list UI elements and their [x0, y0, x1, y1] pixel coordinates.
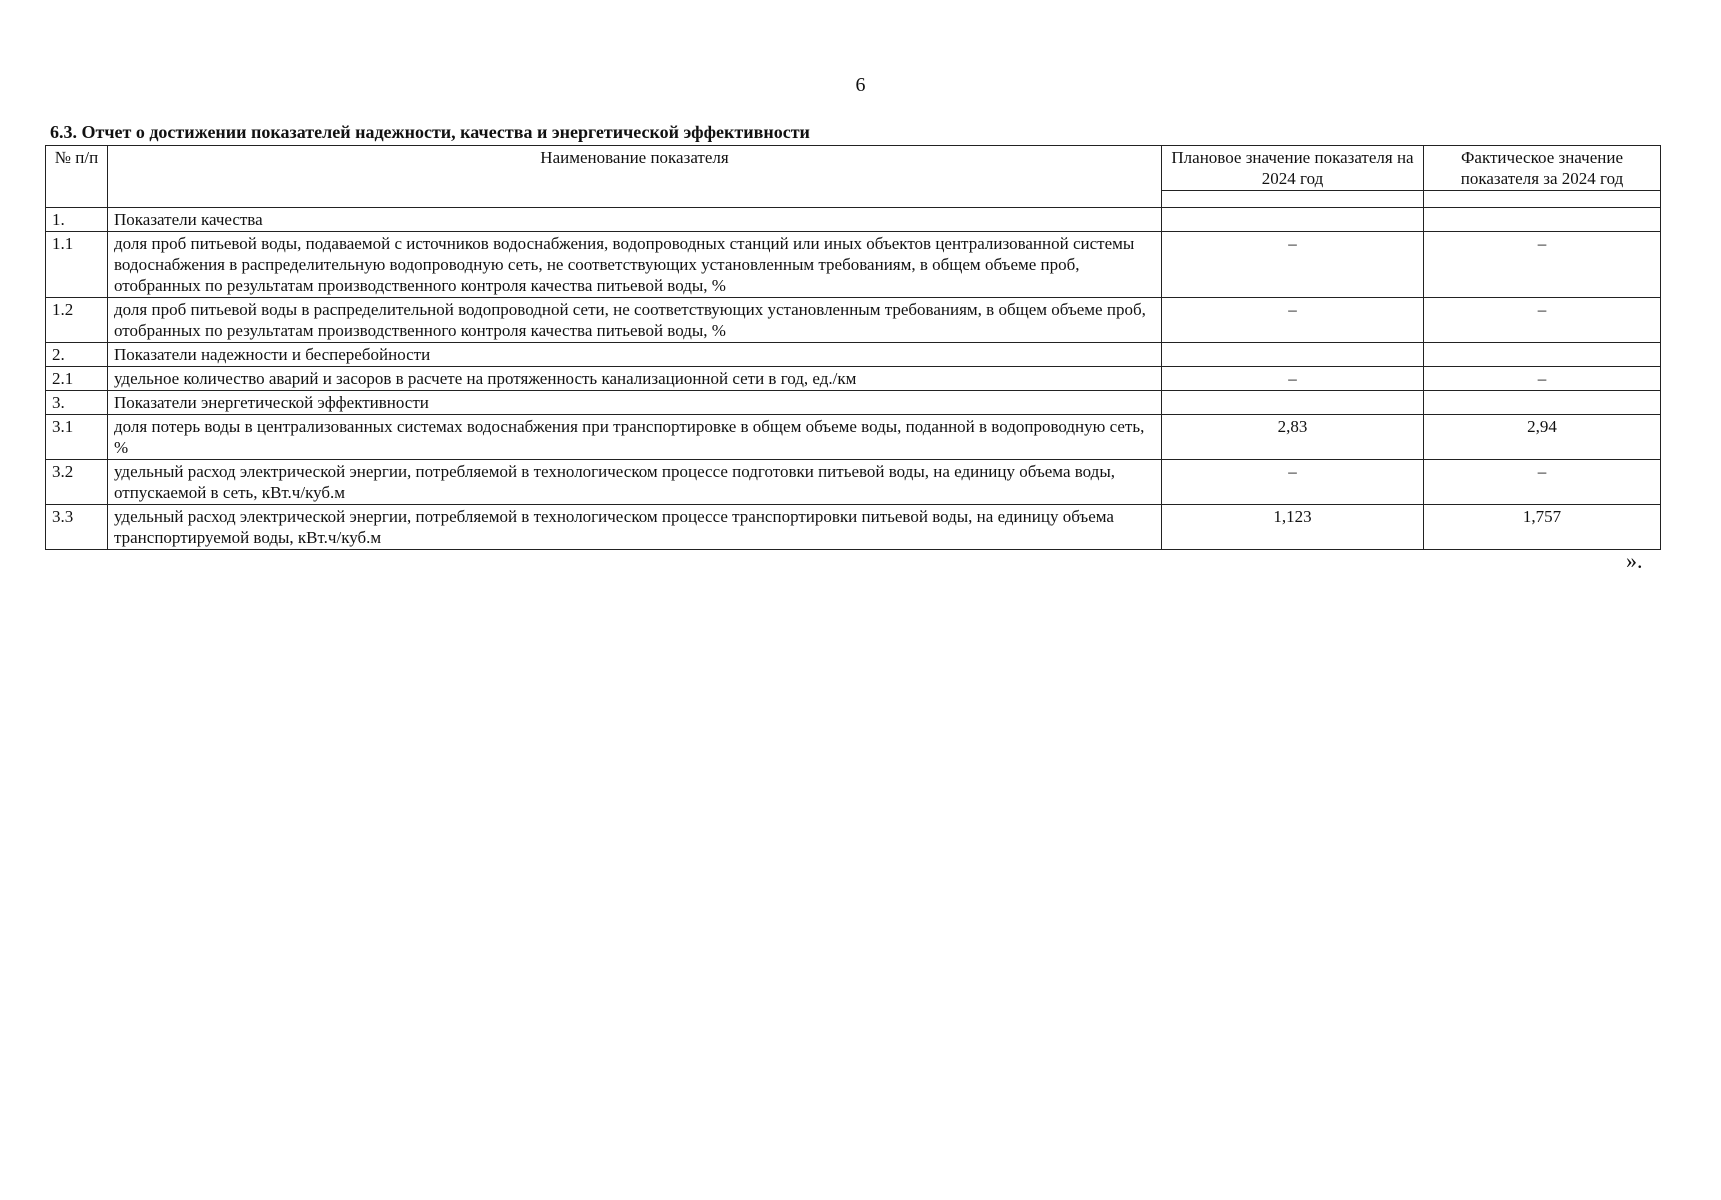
row-name: удельный расход электрической энергии, потребляемой в технологическом процессе транспортировки питьевой воды, на единицу объема транспортируемой воды, кВт.ч/куб.м	[108, 505, 1162, 550]
row-name: Показатели надежности и бесперебойности	[108, 343, 1162, 367]
header-fact-blank	[1424, 191, 1661, 208]
row-fact: 1,757	[1424, 505, 1661, 550]
table-row	[46, 232, 1661, 298]
table-row	[46, 208, 1661, 232]
row-fact: –	[1424, 232, 1661, 298]
table-header-row	[46, 146, 1661, 191]
header-plan-blank	[1162, 191, 1424, 208]
row-name: удельный расход электрической энергии, потребляемой в технологическом процессе подготовки питьевой воды, на единицу объема воды, отпускаемой в сеть, кВт.ч/куб.м	[108, 460, 1162, 505]
row-plan: –	[1162, 232, 1424, 298]
header-num: № п/п	[46, 146, 108, 208]
row-plan: 1,123	[1162, 505, 1424, 550]
row-fact	[1424, 391, 1661, 415]
row-name: доля потерь воды в централизованных системах водоснабжения при транспортировке в общем объеме воды, поданной в водопроводную сеть, %	[108, 415, 1162, 460]
page-number: 6	[855, 74, 866, 96]
row-fact: –	[1424, 298, 1661, 343]
row-num: 2.	[46, 343, 108, 367]
row-plan	[1162, 391, 1424, 415]
row-name: доля проб питьевой воды в распределительной водопроводной сети, не соответствующих установленным требованиям, в общем объеме проб, отобранных по результатам производственного контроля качества питьевой воды, %	[108, 298, 1162, 343]
indicators-table	[45, 145, 1661, 550]
header-plan: Плановое значение показателя на 2024 год	[1162, 146, 1424, 191]
row-fact	[1424, 208, 1661, 232]
row-plan: –	[1162, 367, 1424, 391]
row-plan: 2,83	[1162, 415, 1424, 460]
row-name: доля проб питьевой воды, подаваемой с источников водоснабжения, водопроводных станций или иных объектов централизованной системы водоснабжения в распределительную водопроводную сеть, не соответствующих установленным требованиям, в общем объеме проб, отобранных по результатам производственного контроля качества питьевой воды, %	[108, 232, 1162, 298]
row-plan: –	[1162, 460, 1424, 505]
row-num: 2.1	[46, 367, 108, 391]
table-row	[46, 505, 1661, 550]
row-num: 3.2	[46, 460, 108, 505]
row-name: удельное количество аварий и засоров в расчете на протяженность канализационной сети в год, ед./км	[108, 367, 1162, 391]
table-row	[46, 391, 1661, 415]
row-name: Показатели энергетической эффективности	[108, 391, 1162, 415]
header-fact: Фактическое значение показателя за 2024 год	[1424, 146, 1661, 191]
row-num: 3.	[46, 391, 108, 415]
table-row	[46, 460, 1661, 505]
row-fact: –	[1424, 460, 1661, 505]
closing-quote: ».	[1626, 548, 1643, 573]
row-num: 1.1	[46, 232, 108, 298]
table-row	[46, 415, 1661, 460]
row-num: 3.3	[46, 505, 108, 550]
row-num: 3.1	[46, 415, 108, 460]
header-name: Наименование показателя	[108, 146, 1162, 208]
row-fact: 2,94	[1424, 415, 1661, 460]
table-row	[46, 367, 1661, 391]
table-row	[46, 298, 1661, 343]
section-title: 6.3. Отчет о достижении показателей надежности, качества и энергетической эффективности	[50, 122, 810, 142]
row-num: 1.	[46, 208, 108, 232]
row-fact: –	[1424, 367, 1661, 391]
row-plan	[1162, 208, 1424, 232]
row-num: 1.2	[46, 298, 108, 343]
row-name: Показатели качества	[108, 208, 1162, 232]
row-fact	[1424, 343, 1661, 367]
row-plan: –	[1162, 298, 1424, 343]
row-plan	[1162, 343, 1424, 367]
table-row	[46, 343, 1661, 367]
